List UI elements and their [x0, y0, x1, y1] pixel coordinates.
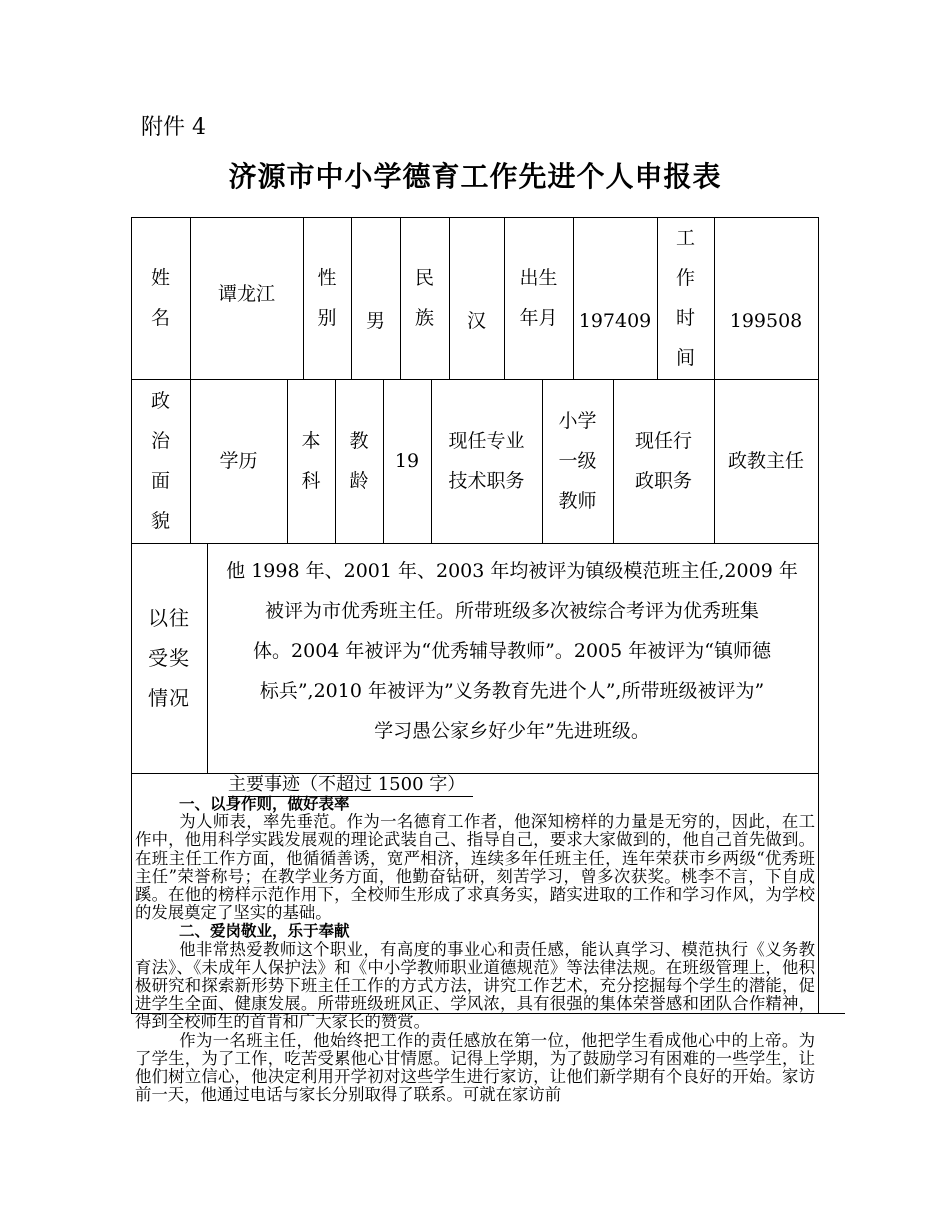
name-value: 谭龙江 — [217, 283, 275, 305]
awards-line: 学习愚公家乡好少年”先进班级。 — [374, 720, 650, 742]
application-form — [131, 217, 819, 1105]
education-value: 本科 — [301, 430, 321, 492]
attachment-label: 附件 4 — [141, 115, 206, 140]
table-row-divider — [131, 543, 819, 544]
ethnicity-value: 汉 — [466, 310, 486, 332]
education-label: 学历 — [219, 450, 258, 472]
awards-line: 标兵”,2010 年被评为”义务教育先进个人”,所带班级被评为” — [259, 680, 765, 702]
admin-position-label: 现任行 政职务 — [634, 430, 692, 492]
main-deeds-title: 主要事迹（不超过 1500 字） — [228, 774, 473, 797]
cell-divider — [207, 543, 208, 773]
birth-value: 197409 — [578, 310, 652, 332]
deeds-heading: 二、爱岗敬业，乐于奉献 — [179, 922, 350, 941]
awards-label: 以往受奖情况 — [148, 606, 190, 710]
work-time-value: 199508 — [729, 310, 803, 332]
awards-line: 被评为市优秀班主任。所带班级多次被综合考评为优秀班集 — [264, 600, 759, 622]
awards-text — [209, 551, 815, 751]
birth-label: 出生 年月 — [519, 267, 558, 329]
deeds-paragraph: 作为一名班主任，他始终把工作的责任感放在第一位，他把学生看成他心中的上帝。为了学生，为了工作，吃苦受累他心甘情愿。记得上学期，为了鼓励学习有困难的一些学生，让他们树立信心，他决定利用开学初对这些学生进行家访，让他们新学期有个良好的开始。家访前一天，他通过电话与家长分别取得了联系。可就在家访前 — [135, 1030, 815, 1105]
gender-label: 性别 — [317, 267, 337, 329]
deeds-paragraph: 他非常热爱教师这个职业，有高度的事业心和责任感，能认真学习、模范执行《义务教育法》、《未成年人保护法》和《中小学教师职业道德规范》等法律法规。在班级管理上，他积极研究和探索新形势下班主任工作的方式方法，讲究工作艺术，充分挖掘每个学生的潜能，促进学生全面、健康发展。所带班级班风正、学风浓，具有很强的集体荣誉感和团队合作精神，得到全校师生的首肯和广大家长的赞赏。 — [135, 939, 815, 1032]
admin-position-value: 政教主任 — [727, 450, 804, 472]
table-border-right — [818, 217, 819, 1014]
name-label: 姓名 — [150, 267, 170, 329]
deeds-heading: 一、以身作则，做好表率 — [179, 795, 350, 813]
professional-title-label: 现任专业 技术职务 — [448, 430, 525, 492]
form-title: 济源市中小学德育工作先进个人申报表 — [228, 160, 722, 193]
teaching-years-value: 19 — [394, 450, 420, 472]
political-status-label: 政治面貌 — [150, 390, 170, 532]
awards-line: 体。2004 年被评为“优秀辅导教师”。2005 年被评为“镇师德 — [253, 640, 771, 662]
professional-title-value: 小学 一级 教师 — [558, 410, 597, 512]
work-time-label: 工作时间 — [675, 227, 695, 369]
gender-value: 男 — [365, 310, 385, 332]
table-border-extension — [819, 1013, 845, 1014]
teaching-years-label: 教龄 — [349, 430, 369, 492]
awards-line: 他 1998 年、2001 年、2003 年均被评为镇级模范班主任,2009 年 — [226, 560, 798, 582]
main-deeds-text — [135, 795, 815, 1104]
deeds-paragraph: 为人师表，率先垂范。作为一名德育工作者，他深知榜样的力量是无穷的，因此，在工作中，他用科学实践发展观的理论武装自己、指导自己，要求大家做到的，他自己首先做到。在班主任工作方面，他循循善诱，宽严相济，连续多年任班主任，连年荣获市乡两级“优秀班主任”荣誉称号；在教学业务方面，他勤奋钻研，刻苦学习，曾多次获奖。桃李不言，下自成蹊。在他的榜样示范作用下，全校师生形成了求真务实，踏实进取的工作和学习作风，为学校的发展奠定了坚实的基础。 — [135, 812, 815, 923]
ethnicity-label: 民族 — [414, 267, 434, 329]
